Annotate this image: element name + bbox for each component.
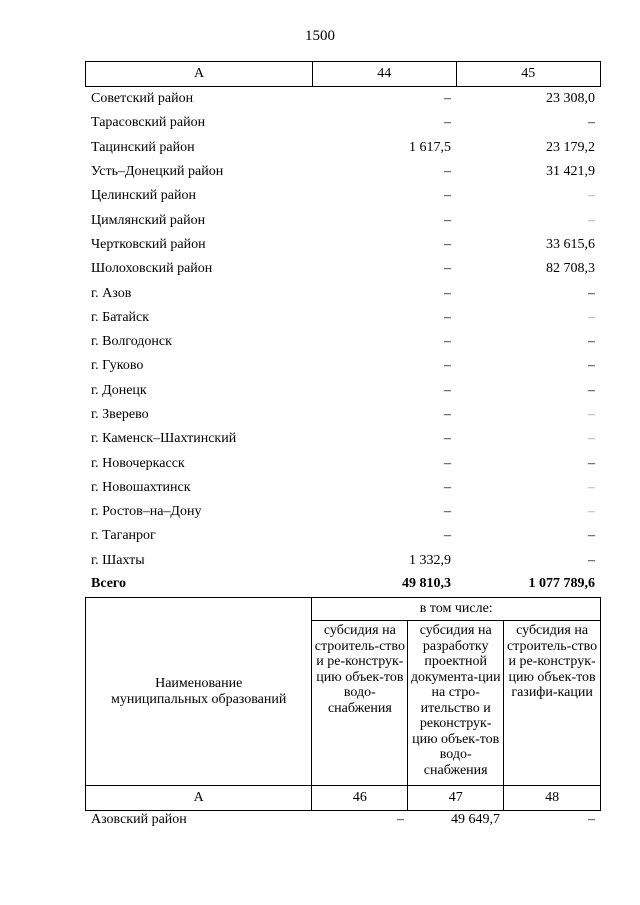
row-value-48: – bbox=[588, 812, 595, 827]
header-col48-title: субсидия на строитель-ство и ре-конструк-цию объек-тов газифи-кации bbox=[504, 621, 601, 786]
row-value-45: – bbox=[588, 407, 595, 422]
header-name-col: Наименование муниципальных образований bbox=[86, 598, 312, 786]
row-value-44: – bbox=[444, 479, 451, 495]
row-value-44: – bbox=[444, 382, 451, 398]
row-value-45: – bbox=[588, 334, 595, 350]
page-number: 1500 bbox=[305, 28, 335, 44]
table-row bbox=[85, 208, 601, 232]
header-col-45: 45 bbox=[456, 62, 600, 87]
row-value-45: 33 615,6 bbox=[546, 236, 595, 252]
row-value-44: – bbox=[444, 188, 451, 204]
row-name: Советский район bbox=[91, 91, 194, 107]
table-row bbox=[85, 451, 601, 475]
row-value-44: – bbox=[444, 334, 451, 350]
row-value-45: – bbox=[588, 188, 595, 204]
row-value-44: 1 617,5 bbox=[409, 139, 451, 155]
row-value-44: – bbox=[444, 407, 451, 422]
table-row bbox=[85, 233, 601, 257]
table-row bbox=[85, 257, 601, 281]
table-row bbox=[85, 330, 601, 354]
row-value-45: – bbox=[588, 115, 595, 131]
row-name: г. Гуково bbox=[91, 358, 144, 374]
row-value-44: – bbox=[444, 455, 451, 471]
row-value-45: – bbox=[588, 309, 595, 325]
row-value-44: – bbox=[444, 358, 451, 374]
table-row bbox=[85, 808, 601, 832]
table-row bbox=[85, 281, 601, 305]
row-name: г. Ростов–на–Дону bbox=[91, 504, 202, 520]
row-name: г. Новошахтинск bbox=[91, 479, 191, 495]
table-row bbox=[85, 306, 601, 330]
row-value-44: – bbox=[444, 431, 451, 447]
row-value-45: 23 308,0 bbox=[546, 91, 595, 107]
table-row bbox=[85, 524, 601, 548]
table-row bbox=[85, 354, 601, 378]
row-name: Азовский район bbox=[91, 812, 187, 827]
row-name: г. Азов bbox=[91, 285, 132, 301]
header-including: в том числе: bbox=[312, 598, 601, 621]
row-name: г. Каменск–Шахтинский bbox=[91, 431, 237, 447]
row-name: Тацинский район bbox=[91, 139, 195, 155]
row-name: Усть–Донецкий район bbox=[91, 164, 224, 180]
header-col-a: А bbox=[86, 62, 313, 87]
header-col46-title: субсидия на строитель-ство и ре-конструк-цию объек-тов водо-снабжения bbox=[312, 621, 408, 786]
row-value-44: – bbox=[444, 528, 451, 544]
table2-body bbox=[85, 808, 601, 832]
total-value-44: 49 810,3 bbox=[402, 575, 451, 591]
row-name: Тарасовский район bbox=[91, 115, 206, 131]
row-value-44: – bbox=[444, 115, 451, 131]
row-value-44: – bbox=[444, 285, 451, 301]
row-value-44: – bbox=[444, 212, 451, 228]
table-row bbox=[85, 379, 601, 403]
row-name: г. Новочеркасск bbox=[91, 455, 185, 471]
row-name: г. Батайск bbox=[91, 309, 150, 325]
row-name: г. Шахты bbox=[91, 552, 145, 568]
total-row bbox=[85, 573, 601, 595]
row-value-44: – bbox=[444, 309, 451, 325]
row-value-47: 49 649,7 bbox=[451, 812, 500, 827]
row-name: г. Таганрог bbox=[91, 528, 156, 544]
row-value-45: 23 179,2 bbox=[546, 139, 595, 155]
row-value-45: – bbox=[588, 552, 595, 568]
table-row bbox=[85, 111, 601, 135]
row-name: г. Волгодонск bbox=[91, 334, 172, 350]
table-row bbox=[85, 403, 601, 427]
row-name: Целинский район bbox=[91, 188, 196, 204]
row-value-45: – bbox=[588, 455, 595, 471]
header-code-46: 46 bbox=[312, 786, 408, 811]
row-value-44: – bbox=[444, 261, 451, 277]
table2-header bbox=[85, 597, 601, 811]
table-row bbox=[85, 476, 601, 500]
table-row bbox=[85, 184, 601, 208]
row-value-44: – bbox=[444, 164, 451, 180]
row-name: Шолоховский район bbox=[91, 261, 213, 277]
row-value-45: – bbox=[588, 382, 595, 398]
row-value-44: – bbox=[444, 236, 451, 252]
header-code-48: 48 bbox=[504, 786, 601, 811]
row-value-44: – bbox=[444, 91, 451, 107]
row-value-45: 82 708,3 bbox=[546, 261, 595, 277]
row-value-45: – bbox=[588, 504, 595, 520]
row-name: Цимлянский район bbox=[91, 212, 206, 228]
row-value-45: – bbox=[588, 285, 595, 301]
header-col-44: 44 bbox=[313, 62, 456, 87]
row-value-45: – bbox=[588, 212, 595, 228]
row-name: г. Донецк bbox=[91, 382, 147, 398]
header-code-47: 47 bbox=[408, 786, 504, 811]
table1-body bbox=[85, 87, 601, 595]
row-value-45: – bbox=[588, 528, 595, 544]
table-row bbox=[85, 87, 601, 111]
row-name: г. Зверево bbox=[91, 407, 149, 422]
table-row bbox=[85, 136, 601, 160]
row-value-45: – bbox=[588, 431, 595, 447]
table-row bbox=[85, 427, 601, 451]
table-row bbox=[85, 549, 601, 573]
row-value-46: – bbox=[397, 812, 404, 827]
row-value-44: 1 332,9 bbox=[409, 552, 451, 568]
row-value-45: – bbox=[588, 479, 595, 495]
table-row bbox=[85, 160, 601, 184]
row-value-45: – bbox=[588, 358, 595, 374]
header-code-a: А bbox=[86, 786, 312, 811]
row-value-45: 31 421,9 bbox=[546, 164, 595, 180]
total-value-45: 1 077 789,6 bbox=[528, 575, 595, 591]
table-row bbox=[85, 500, 601, 524]
table1-header bbox=[85, 61, 601, 87]
total-label: Всего bbox=[91, 575, 126, 591]
header-col47-title: субсидия на разработку проектной документа-ции на стро-ительство и реконструк-цию объек-тов водо-снабжения bbox=[408, 621, 504, 786]
row-name: Чертковский район bbox=[91, 236, 206, 252]
row-value-44: – bbox=[444, 504, 451, 520]
